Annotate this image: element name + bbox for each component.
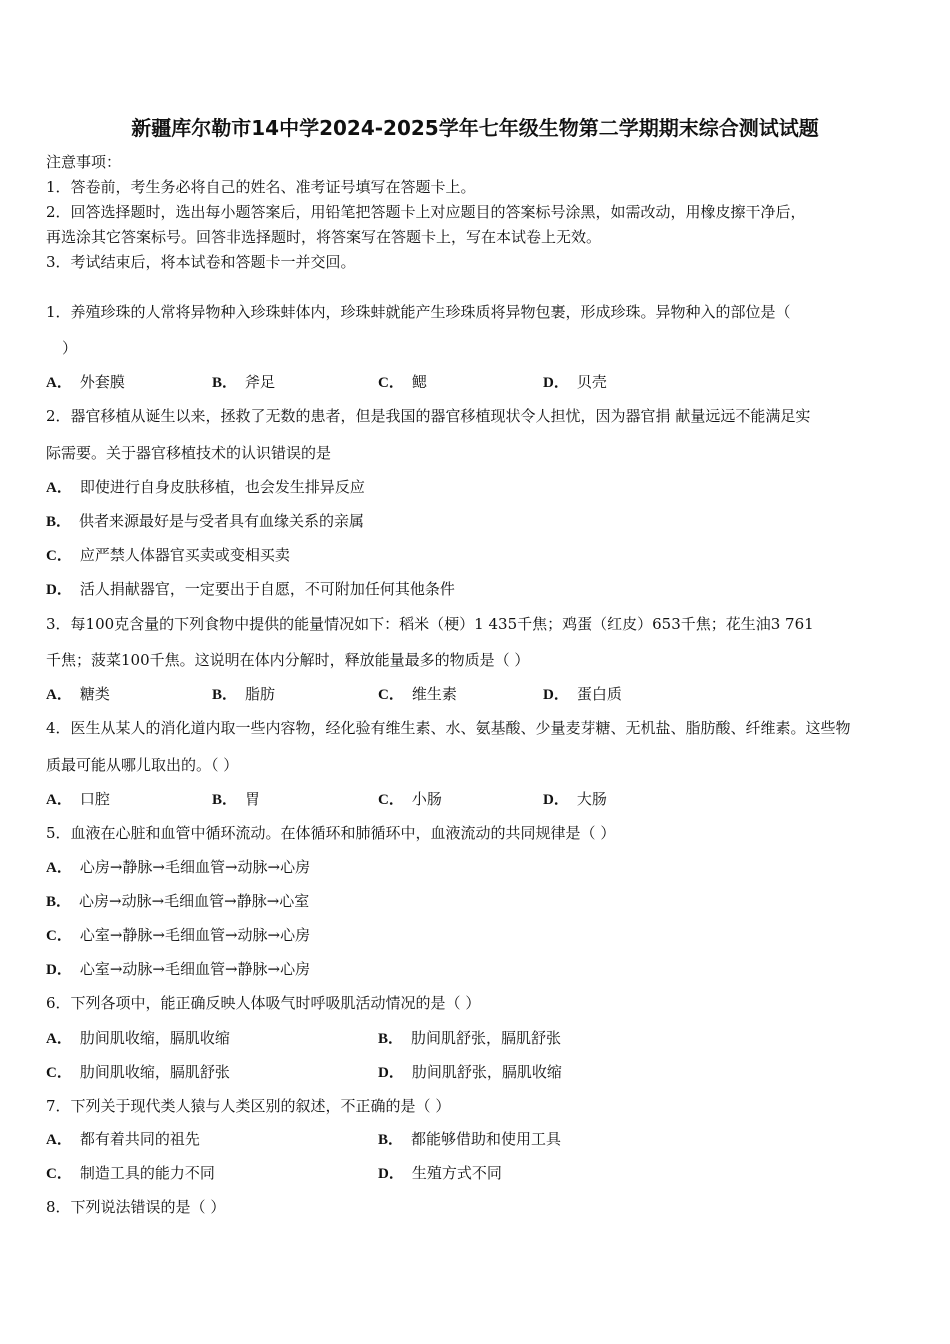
question-3-text: 千焦；菠菜100千焦。这说明在体内分解时，释放能量最多的物质是（ ） [46, 651, 530, 669]
notice-line: 2．回答选择题时，选出每小题答案后，用铅笔把答题卡上对应题目的答案标号涂黑，如需改动，用橡皮擦干净后， [46, 203, 806, 221]
question-1-text: 1．养殖珍珠的人常将异物种入珍珠蚌体内，珍珠蚌就能产生珍珠质将异物包裹，形成珍珠。异物种入的部位是（ [46, 303, 791, 321]
notice-heading: 注意事项： [46, 153, 122, 171]
option-a: A． 心房→静脉→毛细血管→动脉→心房 [46, 858, 311, 876]
option-d: D． 肋间肌舒张，膈肌收缩 [378, 1063, 562, 1081]
option-a: A． 即使进行自身皮肤移植，也会发生排异反应 [46, 478, 365, 496]
question-6-text: 6．下列各项中，能正确反映人体吸气时呼吸肌活动情况的是（ ） [46, 994, 481, 1012]
option-b: B． 肋间肌舒张，膈肌舒张 [378, 1029, 562, 1047]
notice-line: 3．考试结束后，将本试卷和答题卡一并交回。 [46, 253, 356, 271]
option-a: A． 外套膜 [46, 373, 125, 391]
option-b: B． 心房→动脉→毛细血管→静脉→心室 [46, 892, 310, 910]
option-c: C． 维生素 [378, 685, 457, 703]
question-5-text: 5．血液在心脏和血管中循环流动。在体循环和肺循环中，血液流动的共同规律是（ ） [46, 824, 616, 842]
option-a: A． 肋间肌收缩，膈肌收缩 [46, 1029, 230, 1047]
option-b: B． 胃 [212, 790, 261, 808]
option-a: A． 口腔 [46, 790, 110, 808]
option-c: C． 小肠 [378, 790, 442, 808]
question-1-text: ） [62, 339, 78, 357]
option-d: D． 大肠 [543, 790, 607, 808]
option-c: C． 心室→静脉→毛细血管→动脉→心房 [46, 926, 311, 944]
page-title: 新疆库尔勒市14中学2024-2025学年七年级生物第二学期期末综合测试试题 [131, 116, 819, 140]
option-d: D． 活人捐献器官，一定要出于自愿，不可附加任何其他条件 [46, 580, 455, 598]
option-b: B． 脂肪 [212, 685, 276, 703]
question-7-text: 7．下列关于现代类人猿与人类区别的叙述，不正确的是（ ） [46, 1097, 451, 1115]
question-2-text: 际需要。关于器官移植技术的认识错误的是 [46, 444, 332, 462]
notice-line: 再选涂其它答案标号。回答非选择题时，将答案写在答题卡上，写在本试卷上无效。 [46, 228, 602, 246]
option-b: B． 斧足 [212, 373, 276, 391]
question-4-text: 4．医生从某人的消化道内取一些内容物，经化验有维生素、水、氨基酸、少量麦芽糖、无机盐、脂肪酸、纤维素。这些物 [46, 719, 851, 737]
option-c: C． 肋间肌收缩，膈肌舒张 [46, 1063, 230, 1081]
option-d: D． 贝壳 [543, 373, 607, 391]
notice-line: 1．答卷前，考生务必将自己的姓名、准考证号填写在答题卡上。 [46, 178, 476, 196]
option-a: A． 糖类 [46, 685, 110, 703]
question-3-text: 3．每100克含量的下列食物中提供的能量情况如下：稻米（梗）1 435千焦；鸡蛋（红皮）653千焦；花生油3 761 [46, 615, 814, 633]
option-c: C． 应严禁人体器官买卖或变相买卖 [46, 546, 290, 564]
option-d: D． 心室→动脉→毛细血管→静脉→心房 [46, 960, 311, 978]
option-b: B． 都能够借助和使用工具 [378, 1130, 562, 1148]
option-d: D． 生殖方式不同 [378, 1164, 502, 1182]
option-b: B． 供者来源最好是与受者具有血缘关系的亲属 [46, 512, 365, 530]
question-4-text: 质最可能从哪儿取出的。（ ） [46, 756, 239, 774]
option-d: D． 蛋白质 [543, 685, 622, 703]
option-a: A． 都有着共同的祖先 [46, 1130, 200, 1148]
option-c: C． 制造工具的能力不同 [46, 1164, 215, 1182]
question-2-text: 2．器官移植从诞生以来，拯救了无数的患者，但是我国的器官移植现状令人担忧，因为器官捐 献量远远不能满足实 [46, 407, 811, 425]
question-8-text: 8．下列说法错误的是（ ） [46, 1198, 226, 1216]
option-c: C． 鳃 [378, 373, 427, 391]
